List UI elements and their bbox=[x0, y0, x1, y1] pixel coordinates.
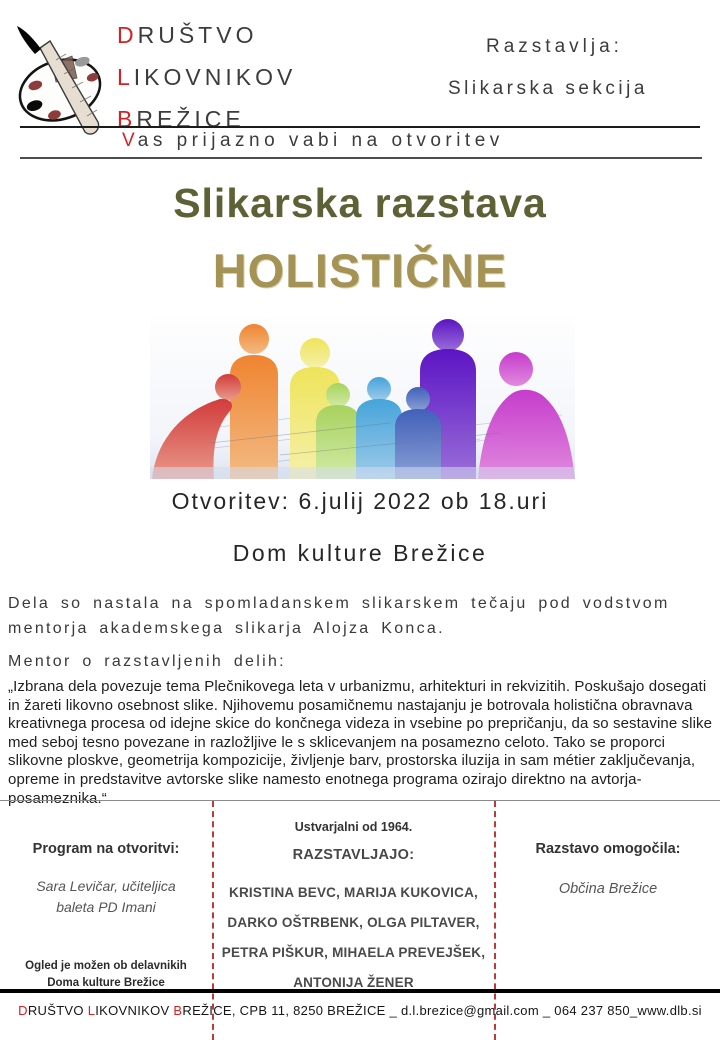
invitation-line: Vas prijazno vabi na otvoritev bbox=[122, 130, 504, 151]
sponsor-heading: Razstavo omogočila: bbox=[535, 841, 681, 857]
program-heading: Program na otvoritvi: bbox=[32, 841, 180, 857]
body-text bbox=[8, 591, 714, 808]
exhibitor-names-line: KRISTINA BEVC, MARIJA KUKOVICA, bbox=[229, 885, 478, 900]
organization-name bbox=[117, 14, 296, 140]
section-label: Slikarska sekcija bbox=[448, 78, 648, 99]
mentor-quote: „Izbrana dela povezuje tema Plečnikovega leta v urbanizmu, arhitekturi in rekvizitih. Poskušajo dosegati in žareti likovno osebnost slike. Njihovemu posamičnemu nastajanju je botrovala holistična obravnava kreativnega procesa od idejne skice do končnega videza in vsebine po prepričanju, da so sestavine slike med seboj tesno povezane in razložljive le s sklicevanjem na posamezno celoto. Tako se proporci slikovne ploskve, geometrija kompozicije, življenje barv, prostorska iluzija in sam métier zaključevanja, opreme in predstavitve avtorske slike namesto enotnega programa ozirajo direktno na avtorja-posameznika.“ bbox=[8, 678, 713, 807]
header-divider-bottom bbox=[20, 157, 702, 159]
palette-brush-logo-icon bbox=[14, 26, 110, 142]
org-name-line-2: LIKOVNIKOV bbox=[117, 64, 297, 90]
intro-paragraph: Dela so nastala na spomladanskem slikarskem tečaju pod vodstvom mentorja akademskega slikarja Alojza Konca. bbox=[8, 595, 670, 637]
exhibition-title: Slikarska razstava bbox=[173, 180, 547, 226]
since-label: Ustvarjalni od 1964. bbox=[294, 820, 413, 834]
opening-datetime: Otvoritev: 6.julij 2022 ob 18.uri bbox=[171, 488, 549, 514]
silhouettes-artwork-image bbox=[150, 315, 575, 479]
columns-divider-line bbox=[0, 800, 720, 801]
exhibitor-names-line: ANTONIJA ŽENER bbox=[293, 975, 414, 990]
exhibitor-names-line: DARKO OŠTRBENK, OLGA PILTAVER, bbox=[227, 915, 480, 930]
sponsor-name: Občina Brežice bbox=[558, 881, 658, 897]
exhibitors-heading: RAZSTAVLJAJO: bbox=[292, 847, 415, 863]
viewing-note: Ogled je možen ob delavnikih Doma kulture Brežice bbox=[25, 960, 187, 989]
footer-rule bbox=[0, 989, 720, 993]
footer-contact: DRUŠTVO LIKOVNIKOV BREŽICE, CPB 11, 8250 BREŽICE _ d.l.brezice@gmail.com _ 064 237 850_www.dlb.si bbox=[18, 1003, 702, 1018]
exhibitor-names bbox=[213, 878, 494, 998]
exhibits-label: Razstavlja: bbox=[486, 36, 623, 57]
org-name-line-1: DRUŠTVO bbox=[117, 22, 258, 48]
exhibitor-names-line: PETRA PIŠKUR, MIHAELA PREVEJŠEK, bbox=[221, 945, 486, 960]
org-name-line-3: BREŽICE bbox=[117, 106, 245, 132]
venue: Dom kulture Brežice bbox=[232, 540, 488, 566]
mentor-label: Mentor o razstavljenih delih: bbox=[8, 653, 286, 670]
performer-name: Sara Levičar, učiteljica baleta PD Imani bbox=[36, 878, 176, 915]
header-divider-top bbox=[20, 126, 700, 128]
exhibition-subtitle: HOLISTIČNE bbox=[212, 244, 508, 297]
